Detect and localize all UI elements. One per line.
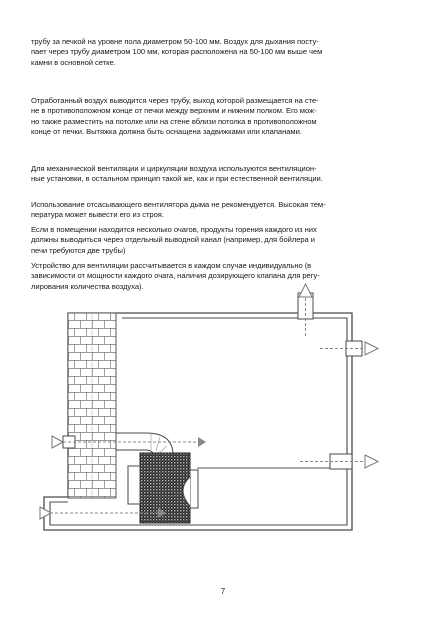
paragraph-individual-calculation: Устройство для вентиляции рассчитывается в каждом случае индивидуально (в зависимости от мощности каждого очага, наличия дозирующего клапана для регу- лирования количества воздуха).: [31, 261, 320, 291]
paragraph-mechanical-ventilation: Для механической вентиляции и циркуляции воздуха используются вентиляцион- ные установки, в остальном принцип такой же, как и при естественной вентиляции.: [31, 164, 323, 184]
ventilation-diagram: [36, 280, 416, 565]
paragraph-intake-air: трубу за печкой на уровне пола диаметром 50-100 мм. Воздух для дыхания посту- пает через трубу диаметром 100 мм, которая расположена на 50-100 мм выше чем камни в основной сетке.: [31, 37, 323, 67]
brick-chimney: [68, 313, 116, 498]
paragraph-smoke-fan: Использование отсасывающего вентилятора дыма не рекомендуется. Высокая тем- пература может вывести его из строя.: [31, 200, 326, 220]
paragraph-exhaust-air: Отработанный воздух выводится через трубу, выход которой размещается на сте- не в противоположном конце от печки между верхним и нижним полком. Его мож- но также разместить на потолке или на стене вблизи потолка в противоположном конце от печки. Вытяжка должна быть оснащена задвижками или клапанами.: [31, 96, 319, 137]
arrow-right-icon: [365, 342, 378, 355]
arrow-right-icon: [365, 455, 378, 468]
arrow-up-icon: [299, 284, 312, 297]
arrow-right-icon: [52, 436, 63, 448]
paragraph-multiple-heaters: Если в помещении находится несколько очагов, продукты горения каждого из них должны выводиться через отдельный выводной канал (например, для бойлера и печи требуются две трубы): [31, 225, 317, 255]
page-number: 7: [220, 587, 226, 596]
